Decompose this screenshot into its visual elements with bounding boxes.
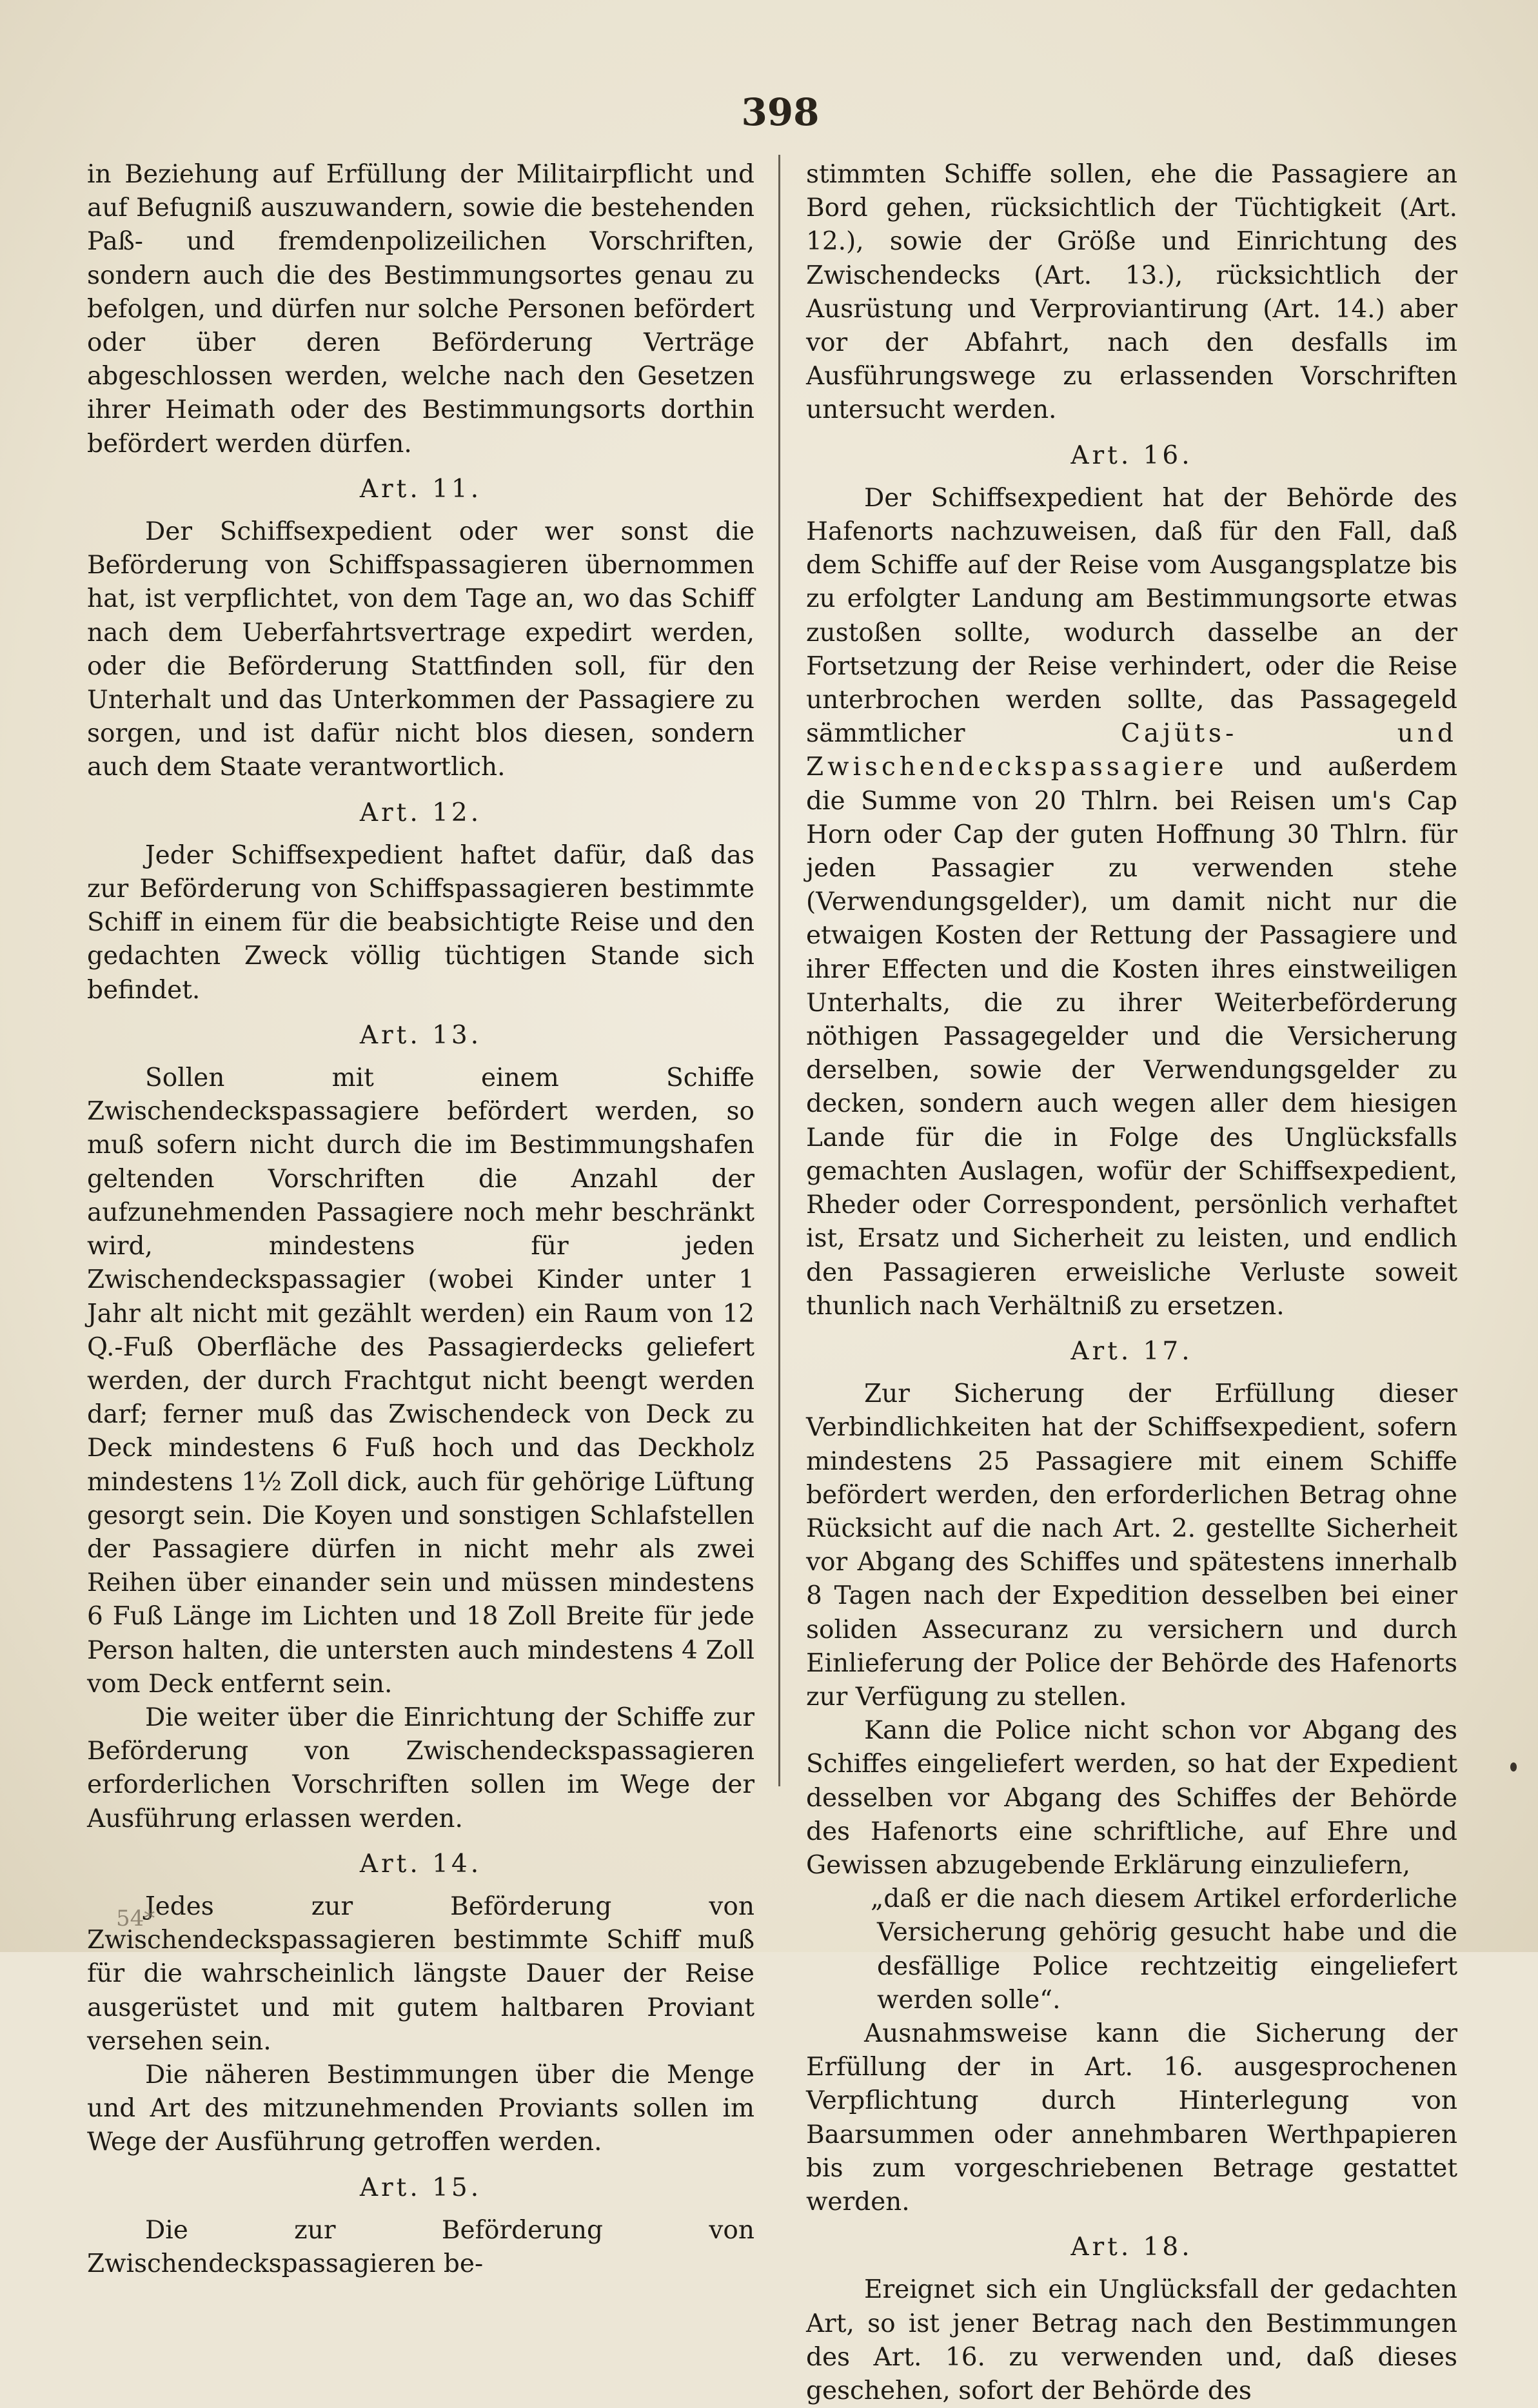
paragraph-art-13-2: Die weiter über die Einrichtung der Schiffe zur Beförderung von Zwischendeckspassagieren erforderlichen Vorschriften sollen im Wege der Ausführung erlassen werden. (87, 1702, 754, 1833)
paragraph-art-18: Ereignet sich ein Unglücksfall der gedachten Art, so ist jener Betrag nach den Bestimmungen des Art. 16. zu verwenden und, daß dieses geschehen, sofort der Behörde des (806, 2275, 1457, 2405)
paragraph-art-15: Die zur Beförderung von Zwischendeckspassagieren be- (87, 2215, 754, 2278)
heading-art-15: Art. 15. (359, 2173, 482, 2202)
column-divider (778, 155, 780, 1786)
heading-art-12: Art. 12. (359, 798, 482, 827)
paragraph-art-12: Jeder Schiffsexpedient haftet dafür, daß das zur Beförderung von Schiffspassagieren bestimmte Schiff in einem für die beabsichtigte Reise und den gedachten Zweck völlig tüchtigen Stande sich befindet. (87, 840, 754, 1005)
right-column (806, 158, 1457, 2408)
heading-art-16: Art. 16. (1070, 440, 1193, 470)
art-16-spaced-text: Cajüts- und Zwischendeckspassagiere (806, 719, 1457, 782)
heading-art-11: Art. 11. (359, 474, 482, 504)
paragraph-art-17-1: Zur Sicherung der Erfüllung dieser Verbindlichkeiten hat der Schiffsexpedient, sofern mindestens 25 Passagiere mit einem Schiffe befördert werden, den erforderlichen Betrag ohne Rücksicht auf die nach Art. 2. gestellte Sicherheit vor Abgang des Schiffes und spätestens innerhalb 8 Tagen nach der Expedition desselben bei einer soliden Assecuranz zu versichern und durch Einlieferung der Police der Behörde des Hafenorts zur Verfügung zu stellen. (806, 1379, 1457, 1712)
paragraph-art-16 (806, 482, 1457, 1323)
footer-mark: 54* (116, 1906, 155, 1931)
heading-art-14: Art. 14. (359, 1849, 482, 1879)
heading-art-13: Art. 13. (359, 1020, 482, 1050)
quote-art-17: „daß er die nach diesem Artikel erforderliche Versicherung gehörig gesucht habe und die desfällige Police rechtzeitig eingeliefert werden solle“. (871, 1884, 1457, 2015)
heading-art-18: Art. 18. (1070, 2233, 1193, 2262)
paragraph-art-14-2: Die näheren Bestimmungen über die Menge und Art des mitzunehmenden Proviants sollen im Wege der Ausführung getroffen werden. (87, 2060, 754, 2157)
paragraph-art-14-1: Jedes zur Beförderung von Zwischendeckspassagieren bestimmte Schiff muß für die wahrscheinlich längste Dauer der Reise ausgerüstet und mit gutem haltbaren Proviant versehen sein. (87, 1891, 754, 2056)
left-column (87, 158, 754, 2281)
paragraph-intro: in Beziehung auf Erfüllung der Militairpflicht und auf Befugniß auszuwandern, sowie die bestehenden Paß- und fremdenpolizeilichen Vorschriften, sondern auch die des Bestimmungsortes genau zu befolgen, und dürfen nur solche Personen befördert oder über deren Beförderung Verträge abgeschlossen werden, welche nach den Gesetzen ihrer Heimath oder des Bestimmungsorts dorthin befördert werden dürfen. (87, 160, 754, 459)
ink-speck (1510, 1762, 1517, 1771)
art-16-text-a: Der Schiffsexpedient hat der Behörde des Hafenorts nachzuweisen, daß für den Fall, daß dem Schiffe auf der Reise vom Ausgangsplatze bis zu erfolgter Landung am Bestimmungsorte etwas zustoßen sollte, wodurch dasselbe an der Fortsetzung der Reise verhindert, oder die Reise unterbrochen werden sollte, das Passagegeld sämmtlicher (806, 483, 1457, 749)
paragraph-art-13-1: Sollen mit einem Schiffe Zwischendeckspassagiere befördert werden, so muß sofern nicht durch die im Bestimmungshafen geltenden Vorschriften die Anzahl der aufzunehmenden Passagiere noch mehr beschränkt wird, mindestens für jeden Zwischendeckspassagier (wobei Kinder unter 1 Jahr alt nicht mit gezählt werden) ein Raum von 12 Q.-Fuß Oberfläche des Passagierdecks geliefert werden, der durch Frachtgut nicht beengt werden darf; ferner muß das Zwischendeck von Deck zu Deck mindestens 6 Fuß hoch und das Deckholz mindestens 1½ Zoll dick, auch für gehörige Lüftung gesorgt sein. Die Koyen und sonstigen Schlafstellen der Passagiere dürfen in nicht mehr als zwei Reihen über einander sein und müssen mindestens 6 Fuß Länge im Lichten und 18 Zoll Breite für jede Person halten, die untersten auch mindestens 4 Zoll vom Deck entfernt sein. (87, 1063, 754, 1699)
paragraph-art-17-3: Ausnahmsweise kann die Sicherung der Erfüllung der in Art. 16. ausgesprochenen Verpflichtung durch Hinterlegung von Baarsummen oder annehmbaren Werthpapieren bis zum vorgeschriebenen Betrage gestattet werden. (806, 2018, 1457, 2216)
paragraph-art-17-2: Kann die Police nicht schon vor Abgang des Schiffes eingeliefert werden, so hat der Expedient desselben vor Abgang des Schiffes der Behörde des Hafenorts eine schriftliche, auf Ehre und Gewissen abzugebende Erklärung einzuliefern, (806, 1716, 1457, 1880)
heading-art-17: Art. 17. (1070, 1336, 1193, 1366)
art-16-text-b: und außerdem die Summe von 20 Thlrn. bei Reisen um's Cap Horn oder Cap der guten Hoffnung 30 Thlrn. für jeden Passagier zu verwenden stehe (Verwendungsgelder), um damit nicht nur die etwaigen Kosten der Rettung der Passagiere und ihrer Effecten und die Kosten ihres einstweiligen Unterhalts, die zu ihrer Weiterbeförderung nöthigen Passagegelder und die Versicherung derselben, sowie der Verwendungsgelder zu decken, sondern auch wegen aller dem hiesigen Lande für die in Folge des Unglücksfalls gemachten Auslagen, wofür der Schiffsexpedient, Rheder oder Correspondent, persönlich verhaftet ist, Ersatz und Sicherheit zu leisten, und endlich den Passagieren erweisliche Verluste soweit thunlich nach Verhältniß zu ersetzen. (806, 753, 1457, 1321)
paragraph-art-15-cont: stimmten Schiffe sollen, ehe die Passagiere an Bord gehen, rücksichtlich der Tüchtigkeit (Art. 12.), sowie der Größe und Einrichtung des Zwischendecks (Art. 13.), rücksichtlich der Ausrüstung und Verproviantirung (Art. 14.) aber vor der Abfahrt, nach den desfalls im Ausführungswege zu erlassenden Vorschriften untersucht werden. (806, 160, 1457, 425)
page-number: 398 (741, 90, 820, 134)
paragraph-art-11: Der Schiffsexpedient oder wer sonst die Beförderung von Schiffspassagieren übernommen hat, ist verpflichtet, von dem Tage an, wo das Schiff nach dem Ueberfahrtsvertrage expedirt werden, oder die Beförderung Stattfinden soll, für den Unterhalt und das Unterkommen der Passagiere zu sorgen, und ist dafür nicht blos diesen, sondern auch dem Staate verantwortlich. (87, 517, 754, 782)
